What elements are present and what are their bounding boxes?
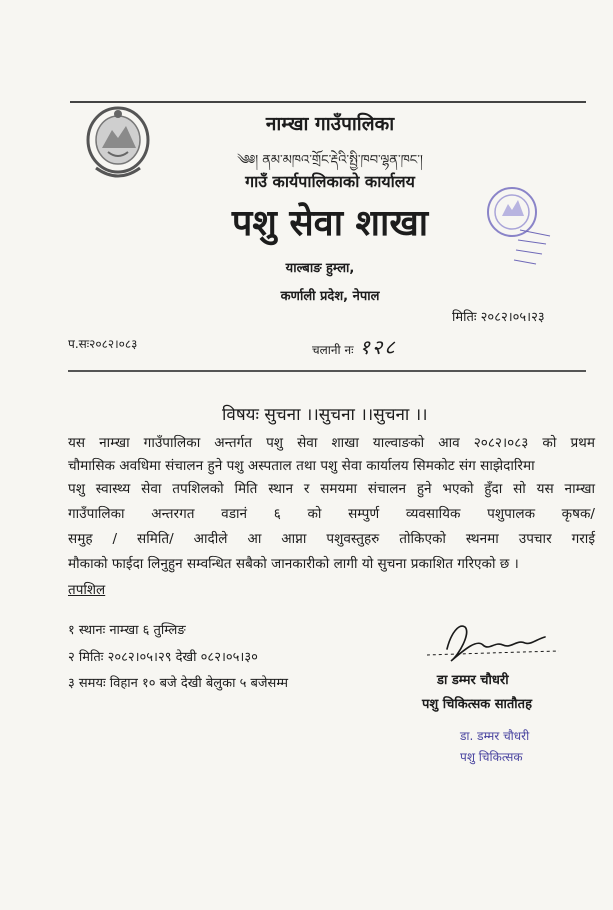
detail-item-time: ३ समयः विहान १० बजे देखी बेलुका ५ बजेसम्म bbox=[68, 676, 288, 691]
notice-body-line: समुह / समिति/ आदीले आ आप्ना पशुवस्तुहरु तोकिएको स्थनमा उपचार गराई bbox=[68, 531, 595, 547]
notice-body-line: मौकाको फाईदा लिनुहुन सम्वन्धित सबैको जानकारीको लागी यो सुचना प्रकाशित गरिएको छ । bbox=[68, 556, 519, 572]
notice-body-line: यस नाम्खा गाउँपालिका अन्तर्गत पशु सेवा शाखा याल्वाङको आव २०८२।०८३ को प्रथम bbox=[68, 435, 595, 451]
office-subtitle: गाउँ कार्यपालिकाको कार्यालय bbox=[245, 172, 415, 191]
stamp-name: डा. डम्मर चौधरी bbox=[460, 729, 530, 743]
stamp-title: पशु चिकित्सक bbox=[460, 750, 523, 764]
dispatch-number bbox=[312, 333, 397, 360]
handwritten-signature-icon bbox=[425, 615, 565, 675]
detail-item-place: १ स्थानः नाम्खा ६ तुम्लिङ bbox=[68, 623, 186, 638]
address-line-1: याल्बाङ हुम्ला, bbox=[285, 261, 355, 276]
header-top-rule bbox=[70, 101, 586, 103]
notice-date: मितिः २०८२।०५।२३ bbox=[452, 310, 545, 325]
office-stamp-icon bbox=[472, 178, 556, 270]
signatory-title: पशु चिकित्सक सातौतह bbox=[422, 697, 532, 712]
notice-subject: विषयः सुचना ।।सुचना ।।सुचना ।। bbox=[222, 405, 428, 425]
tibetan-office-line: ༄༅། ནམ་མཁའ་གྲོང་རྡེའི་སྤྱི་ཁབ་ལྷན་ཁང་། bbox=[237, 153, 423, 168]
office-name: नाम्खा गाउँपालिका bbox=[265, 113, 395, 135]
address-line-2: कर्णाली प्रदेश, नेपाल bbox=[280, 289, 380, 304]
signatory-name: डा डम्मर चौधरी bbox=[437, 673, 509, 688]
notice-body-line: पशु स्वास्थ्य सेवा तपशिलको मिति स्थान र समयमा संचालन हुने भएको हुँदा सो यस नाम्खा bbox=[68, 481, 595, 497]
notice-body-line: चौमासिक अवधिमा संचालन हुने पशु अस्पताल तथा पशु सेवा कार्यालय सिमकोट संग साझेदारिमा bbox=[68, 458, 535, 474]
nepal-emblem-icon bbox=[82, 104, 154, 182]
dispatch-label: चलानी नः bbox=[312, 343, 354, 357]
section-divider bbox=[68, 370, 586, 372]
dispatch-value: १२८ bbox=[359, 335, 397, 359]
fiscal-reference: प.सः२०८२।०८३ bbox=[68, 337, 138, 351]
detail-item-date: २ मितिः २०८२।०५।२९ देखी ०८२।०५।३० bbox=[68, 650, 258, 665]
notice-body-line: गाउँपालिका अन्तरगत वडानं ६ को सम्पुर्ण व्यवसायिक पशुपालक कृषक/ bbox=[68, 506, 595, 522]
branch-name: पशु सेवा शाखा bbox=[231, 203, 429, 244]
details-heading: तपशिल bbox=[68, 582, 106, 598]
